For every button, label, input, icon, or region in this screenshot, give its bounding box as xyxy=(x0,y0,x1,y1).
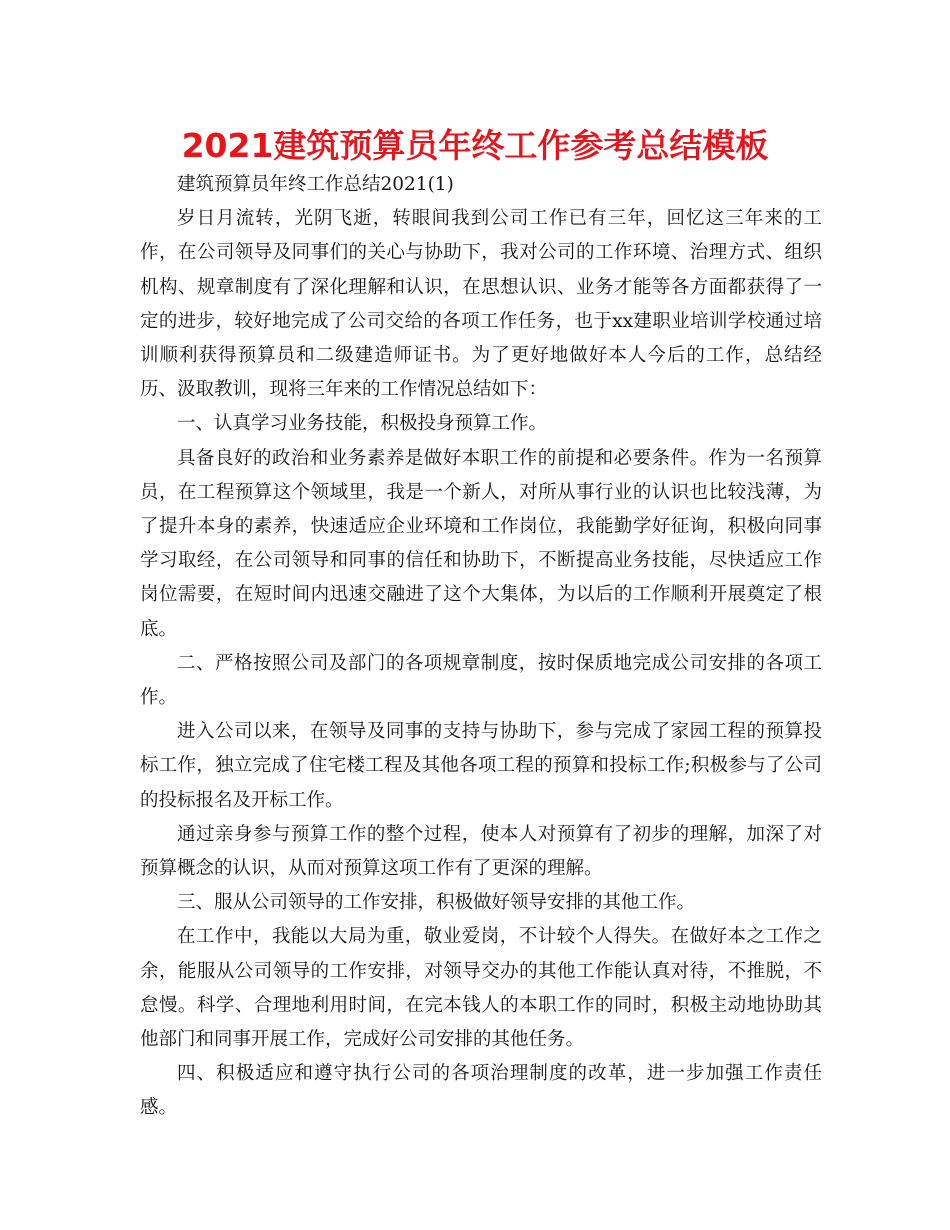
body-paragraph: 通过亲身参与预算工作的整个过程，使本人对预算有了初步的理解，加深了对预算概念的认识，从而对预算这项工作有了更深的理解。 xyxy=(140,823,822,880)
section-heading-2: 二、严格按照公司及部门的各项规章制度，按时保质地完成公司安排的各项工作。 xyxy=(140,652,822,709)
body-paragraph: 进入公司以来，在领导及同事的支持与协助下，参与完成了家园工程的预算投标工作，独立完成了住宅楼工程及其他各项工程的预算和投标工作;积极参与了公司的投标报名及开标工作。 xyxy=(140,721,822,811)
document-body xyxy=(140,168,822,1126)
section-heading-3: 三、服从公司领导的工作安排，积极做好领导安排的其他工作。 xyxy=(177,892,696,914)
intro-paragraph: 岁日月流转，光阴飞逝，转眼间我到公司工作已有三年，回忆这三年来的工作，在公司领导及同事们的关心与协助下，我对公司的工作环境、治理方式、组织机构、规章制度有了深化理解和认识，在思想认识、业务才能等各方面都获得了一定的进步，较好地完成了公司交给的各项工作任务，也于xx建职业培训学校通过培训顺利获得预算员和二级建造师证书。为了更好地做好本人今后的工作，总结经历、汲取教训，现将三年来的工作情况总结如下： xyxy=(140,208,822,401)
body-paragraph: 在工作中，我能以大局为重，敬业爱岗，不计较个人得失。在做好本之工作之余，能服从公司领导的工作安排，对领导交办的其他工作能认真对待，不推脱，不怠慢。科学、合理地利用时间，在完本钱人的本职工作的同时，积极主动地协助其他部门和同事开展工作，完成好公司安排的其他任务。 xyxy=(140,926,822,1051)
document-title: 2021建筑预算员年终工作参考总结模板 xyxy=(181,126,769,165)
subtitle-paragraph: 建筑预算员年终工作总结2021(1) xyxy=(177,174,454,195)
section-heading-4: 四、积极适应和遵守执行公司的各项治理制度的改革，进一步加强工作责任感。 xyxy=(140,1063,822,1119)
body-paragraph: 具备良好的政治和业务素养是做好本职工作的前提和必要条件。作为一名预算员，在工程预算这个领域里，我是一个新人，对所从事行业的认识也比较浅薄，为了提升本身的素养，快速适应企业环境和工作岗位，我能勤学好征询，积极向同事学习取经，在公司领导和同事的信任和协助下，不断提高业务技能，尽快适应工作岗位需要，在短时间内迅速交融进了这个大集体，为以后的工作顺利开展奠定了根底。 xyxy=(140,447,822,640)
section-heading-1: 一、认真学习业务技能，积极投身预算工作。 xyxy=(177,413,548,435)
